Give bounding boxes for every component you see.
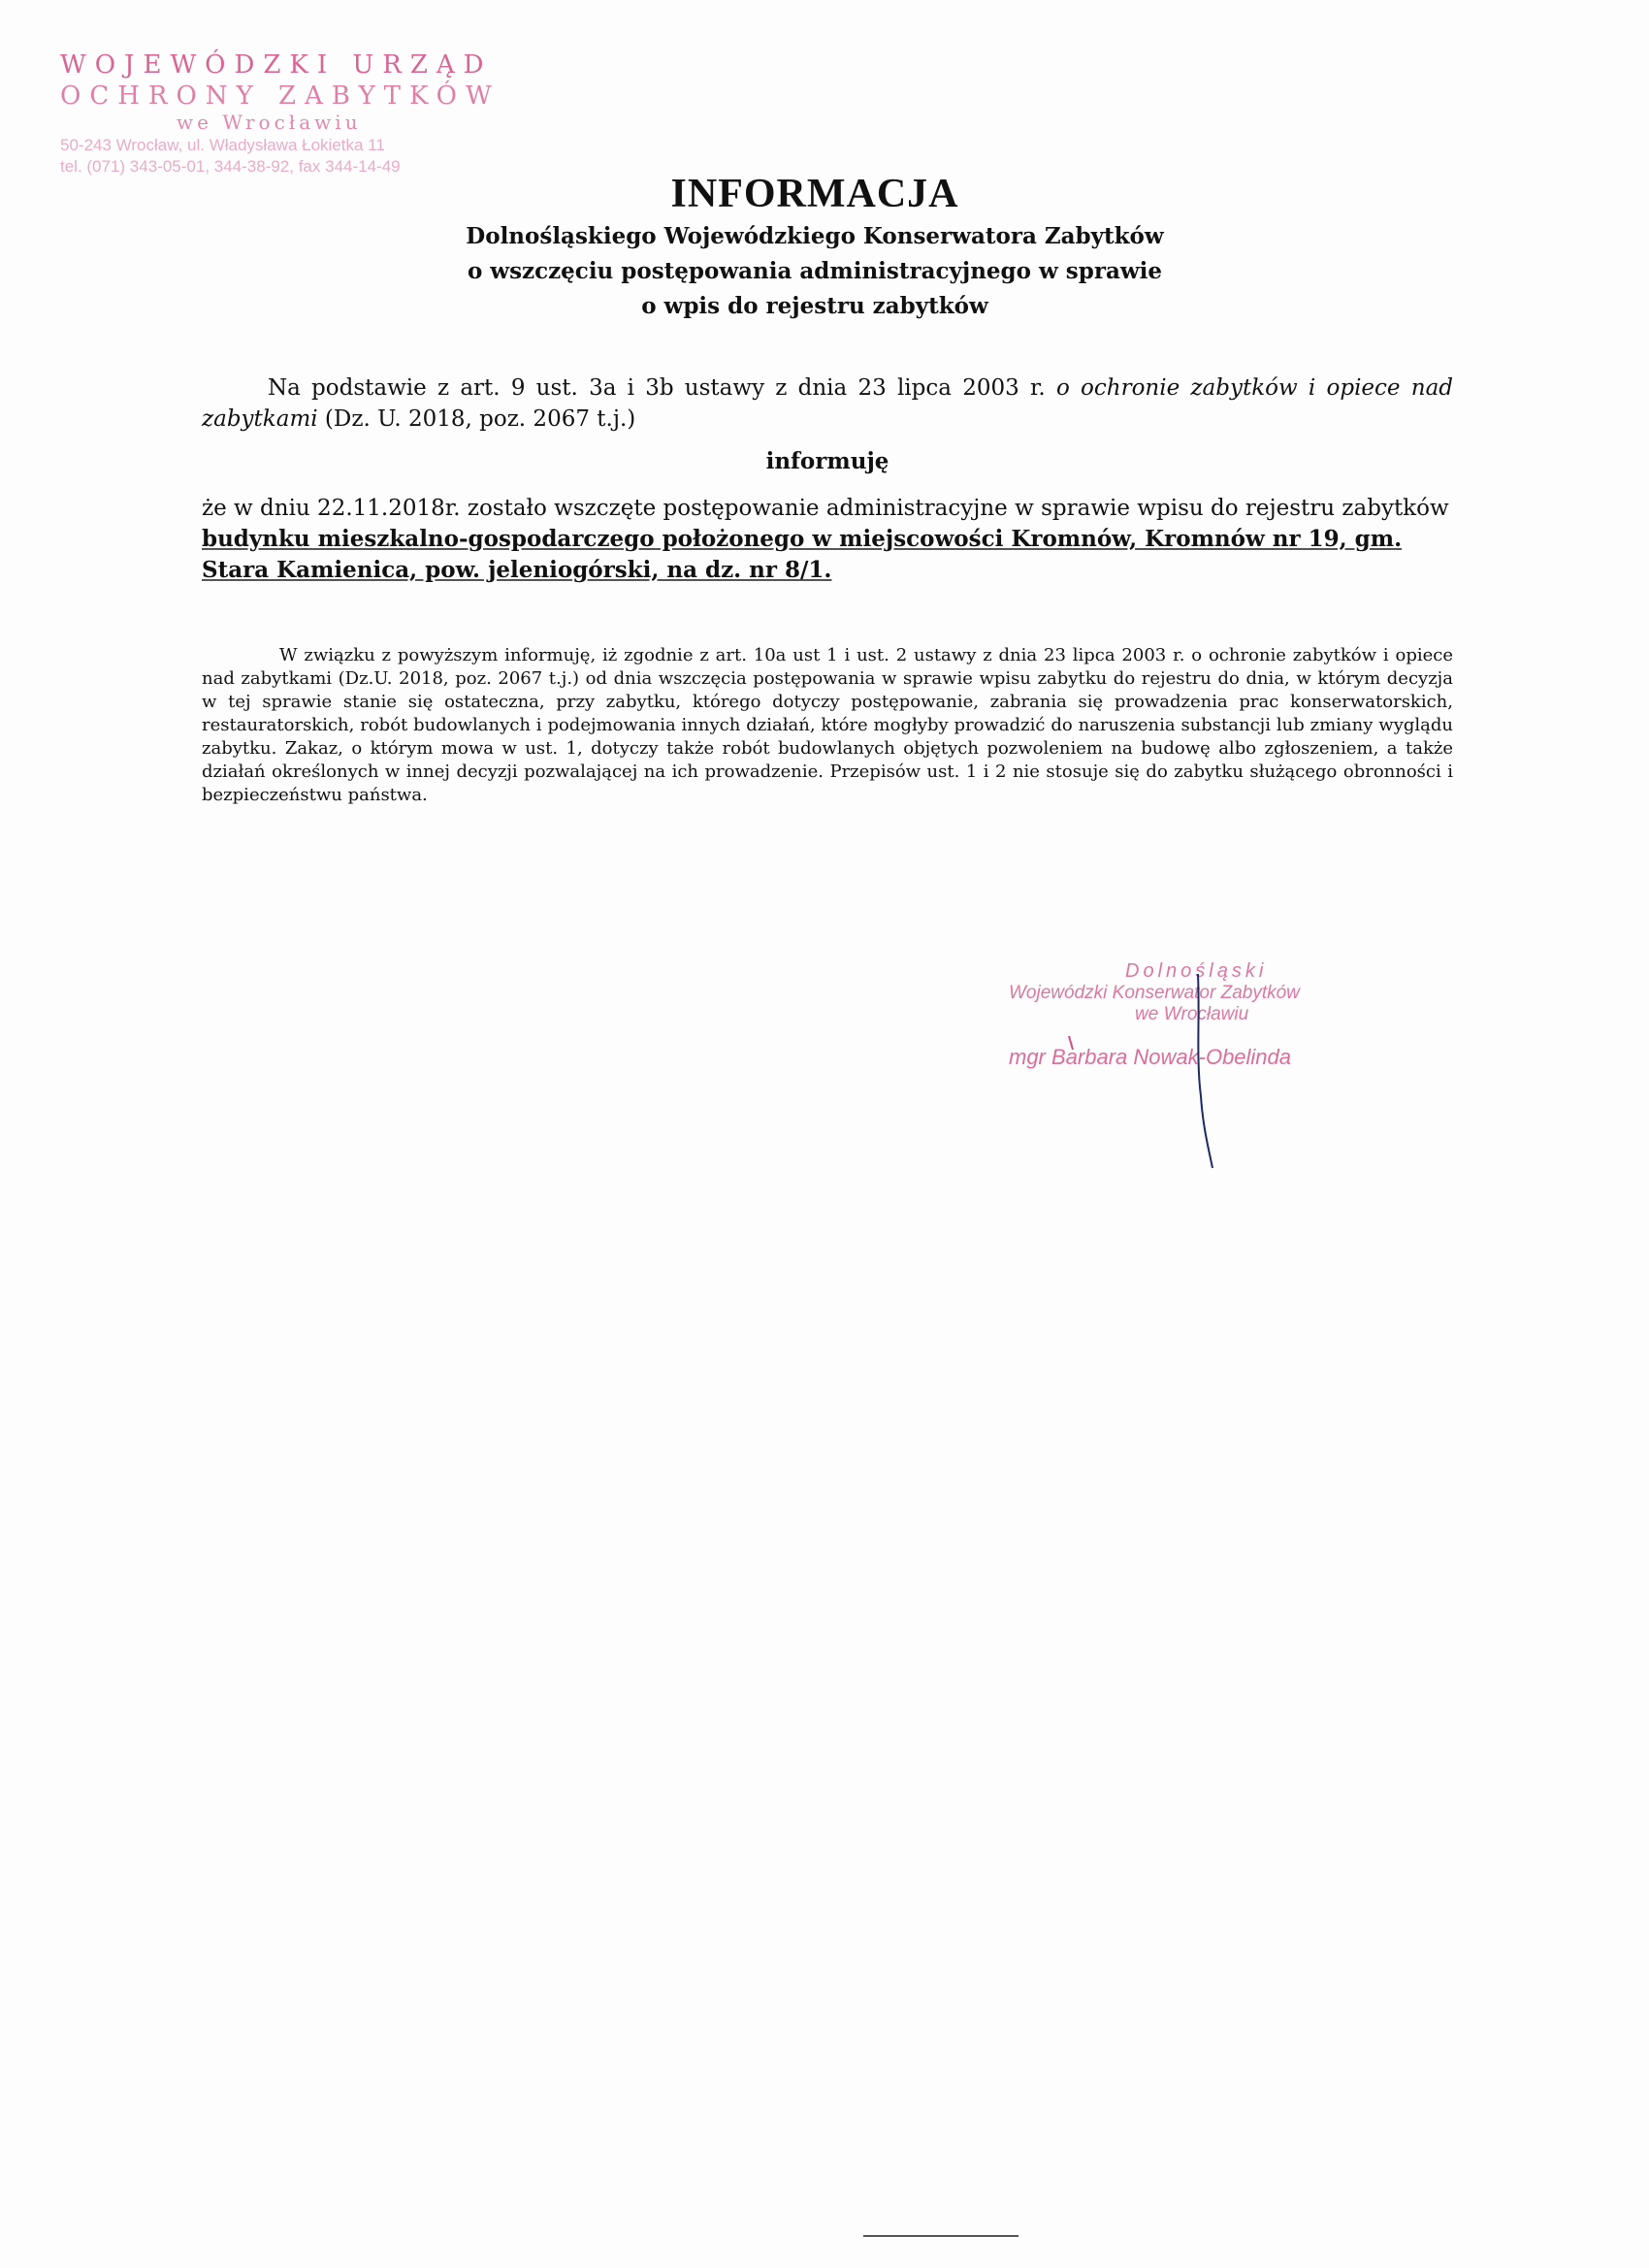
signature-line-3: we Wrocławiu	[1135, 1004, 1249, 1024]
stamp-line-1: WOJEWÓDZKI URZĄD	[60, 50, 493, 80]
legal-basis-paragraph	[202, 373, 1453, 435]
signature-line-1: Dolnośląski	[1125, 960, 1268, 982]
subtitle-line-1: Dolnośląskiego Wojewódzkiego Konserwatora Zabytków	[466, 223, 1164, 249]
act-title: o ochronie zabytków i opiece nad zabytkami	[202, 375, 1453, 432]
informuje-heading: informuję	[765, 448, 889, 474]
handwritten-signature-icon	[1009, 960, 1416, 1183]
para1-start: Na podstawie z art. 9 ust. 3a i 3b ustawy z dnia 23 lipca 2003 r.	[268, 375, 1056, 401]
signature-name: mgr Barbara Nowak-Obelinda	[1009, 1045, 1292, 1069]
stamp-phone: tel. (071) 343-05-01, 344-38-92, fax 344-14-49	[60, 157, 401, 176]
subtitle-line-2: o wszczęciu postępowania administracyjnego w sprawie	[467, 258, 1163, 284]
notice-paragraph	[202, 493, 1453, 586]
stamp-address: 50-243 Wrocław, ul. Władysława Łokietka 11	[60, 136, 385, 154]
document-header	[349, 171, 1280, 322]
document-title: INFORMACJA	[670, 172, 959, 216]
subtitle-line-3: o wpis do rejestru zabytków	[641, 293, 988, 319]
prohibition-paragraph	[202, 644, 1453, 807]
monument-object: budynku mieszkalno-gospodarczego położonego w miejscowości Kromnów, Kromnów nr 19, gm. Stara Kamienica, pow. jeleniogórski, na dz. nr 8/1.	[202, 526, 1403, 583]
stamp-line-3: we Wrocławiu	[177, 111, 362, 134]
stamp-line-2: OCHRONY ZABYTKÓW	[60, 81, 501, 111]
para3-text: W związku z powyższym informuję, iż zgodnie z art. 10a ust 1 i ust. 2 ustawy z dnia 23 lipca 2003 r. o ochronie zabytków i opiece nad zabytkami (Dz.U. 2018, poz. 2067 t.j.) od dnia wszczęcia postępowania w sprawie wpisu zabytku do rejestru do dnia, w którym decyzja w tej sprawie stanie się ostateczna, przy zabytku, którego dotyczy postępowanie, zabrania się prowadzenia prac konserwatorskich, restauratorskich, robót budowlanych i podejmowania innych działań, które mogłyby prowadzić do naruszenia substancji lub zmiany wyglądu zabytku. Zakaz, o którym mowa w ust. 1, dotyczy także robót budowlanych objętych pozwoleniem na budowę albo zgłoszeniem, a także działań określonych w innej decyzji pozwalającej na ich prowadzenie. Przepisów ust. 1 i 2 nie stosuje się do zabytku służącego obronności i bezpieczeństwu państwa.	[202, 645, 1453, 805]
para2-start: że w dniu 22.11.2018r. zostało wszczęte postępowanie administracyjne w sprawie wpisu do rejestru zabytków	[202, 496, 1449, 521]
signature-stamp	[1009, 960, 1416, 1070]
office-stamp	[60, 50, 516, 177]
footer-divider	[863, 2235, 1018, 2237]
para1-end: (Dz. U. 2018, poz. 2067 t.j.)	[317, 406, 636, 432]
signature-line-2: Wojewódzki Konserwator Zabytków	[1009, 983, 1300, 1003]
